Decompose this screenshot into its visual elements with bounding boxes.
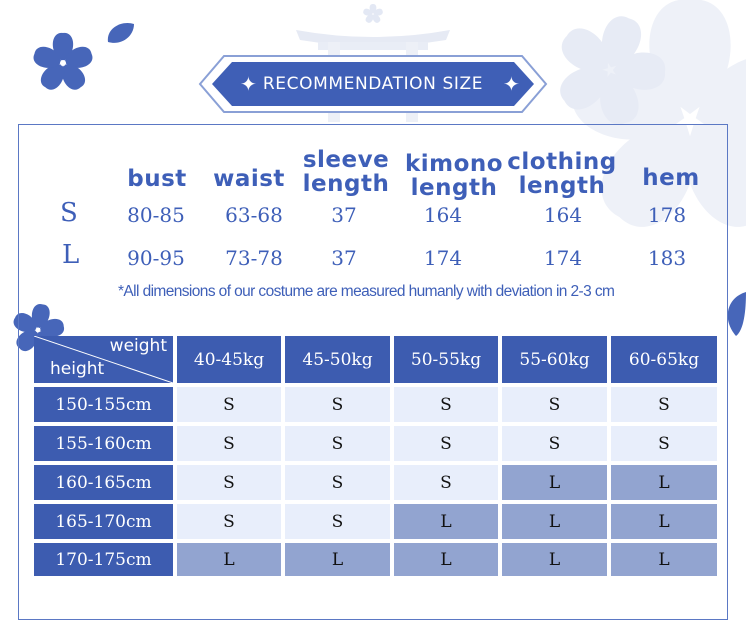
grid-cell: S bbox=[394, 426, 498, 461]
value-s-kimono-length: 164 bbox=[423, 203, 463, 227]
grid-cell: S bbox=[285, 504, 390, 539]
grid-corner bbox=[34, 336, 173, 383]
grid-cell: L bbox=[611, 543, 717, 576]
grid-cell: S bbox=[285, 426, 390, 461]
grid-cell: S bbox=[394, 465, 498, 500]
star-left-icon: ✦ bbox=[240, 72, 257, 96]
column-header-clothing-length: clothing length bbox=[507, 149, 617, 199]
value-s-sleeve-length: 37 bbox=[331, 203, 357, 227]
banner bbox=[0, 0, 746, 130]
grid-cell: L bbox=[394, 504, 498, 539]
height-header: 150-155cm bbox=[34, 387, 173, 422]
weight-header: 55-60kg bbox=[502, 336, 607, 383]
grid-cell: L bbox=[502, 504, 607, 539]
column-header-hem: hem bbox=[642, 165, 700, 191]
grid-cell: L bbox=[611, 465, 717, 500]
grid-cell: L bbox=[502, 465, 607, 500]
grid-cell: S bbox=[285, 387, 390, 422]
grid-cell: L bbox=[611, 504, 717, 539]
value-s-clothing-length: 164 bbox=[543, 203, 583, 227]
weight-header: 45-50kg bbox=[285, 336, 390, 383]
torii-gate-icon bbox=[0, 0, 746, 130]
corner-label-weight: weight bbox=[109, 336, 167, 356]
column-header-sleeve-length: sleeve length bbox=[302, 147, 390, 197]
grid-cell: S bbox=[611, 387, 717, 422]
corner-label-height: height bbox=[50, 359, 105, 379]
measurement-note: *All dimensions of our costume are measured humanly with deviation in 2-3 cm bbox=[118, 283, 615, 300]
column-header-kimono-length: kimono length bbox=[404, 151, 504, 201]
value-s-bust: 80-85 bbox=[127, 203, 185, 227]
value-l-bust: 90-95 bbox=[127, 246, 185, 270]
grid-cell: L bbox=[502, 543, 607, 576]
grid-cell: S bbox=[177, 465, 281, 500]
banner-title: RECOMMENDATION SIZE bbox=[262, 74, 484, 94]
grid-cell: S bbox=[502, 426, 607, 461]
weight-header: 60-65kg bbox=[611, 336, 717, 383]
value-l-waist: 73-78 bbox=[225, 246, 283, 270]
grid-cell: S bbox=[285, 465, 390, 500]
weight-header: 50-55kg bbox=[394, 336, 498, 383]
value-l-kimono-length: 174 bbox=[423, 246, 463, 270]
grid-cell: L bbox=[285, 543, 390, 576]
column-header-bust: bust bbox=[127, 166, 187, 192]
grid-cell: S bbox=[177, 426, 281, 461]
value-s-waist: 63-68 bbox=[225, 203, 283, 227]
height-header: 160-165cm bbox=[34, 465, 173, 500]
grid-cell: L bbox=[394, 543, 498, 576]
value-s-hem: 178 bbox=[647, 203, 687, 227]
grid-cell: S bbox=[177, 504, 281, 539]
star-right-icon: ✦ bbox=[503, 72, 520, 96]
value-l-hem: 183 bbox=[647, 246, 687, 270]
grid-cell: S bbox=[394, 387, 498, 422]
size-label-l: L bbox=[62, 240, 80, 270]
grid-cell: S bbox=[177, 387, 281, 422]
height-header: 170-175cm bbox=[34, 543, 173, 576]
size-label-s: S bbox=[60, 198, 78, 228]
value-l-sleeve-length: 37 bbox=[331, 246, 357, 270]
height-header: 165-170cm bbox=[34, 504, 173, 539]
grid-cell: L bbox=[177, 543, 281, 576]
grid-cell: S bbox=[502, 387, 607, 422]
weight-header: 40-45kg bbox=[177, 336, 281, 383]
value-l-clothing-length: 174 bbox=[543, 246, 583, 270]
grid-cell: S bbox=[611, 426, 717, 461]
height-header: 155-160cm bbox=[34, 426, 173, 461]
column-header-waist: waist bbox=[213, 166, 285, 192]
